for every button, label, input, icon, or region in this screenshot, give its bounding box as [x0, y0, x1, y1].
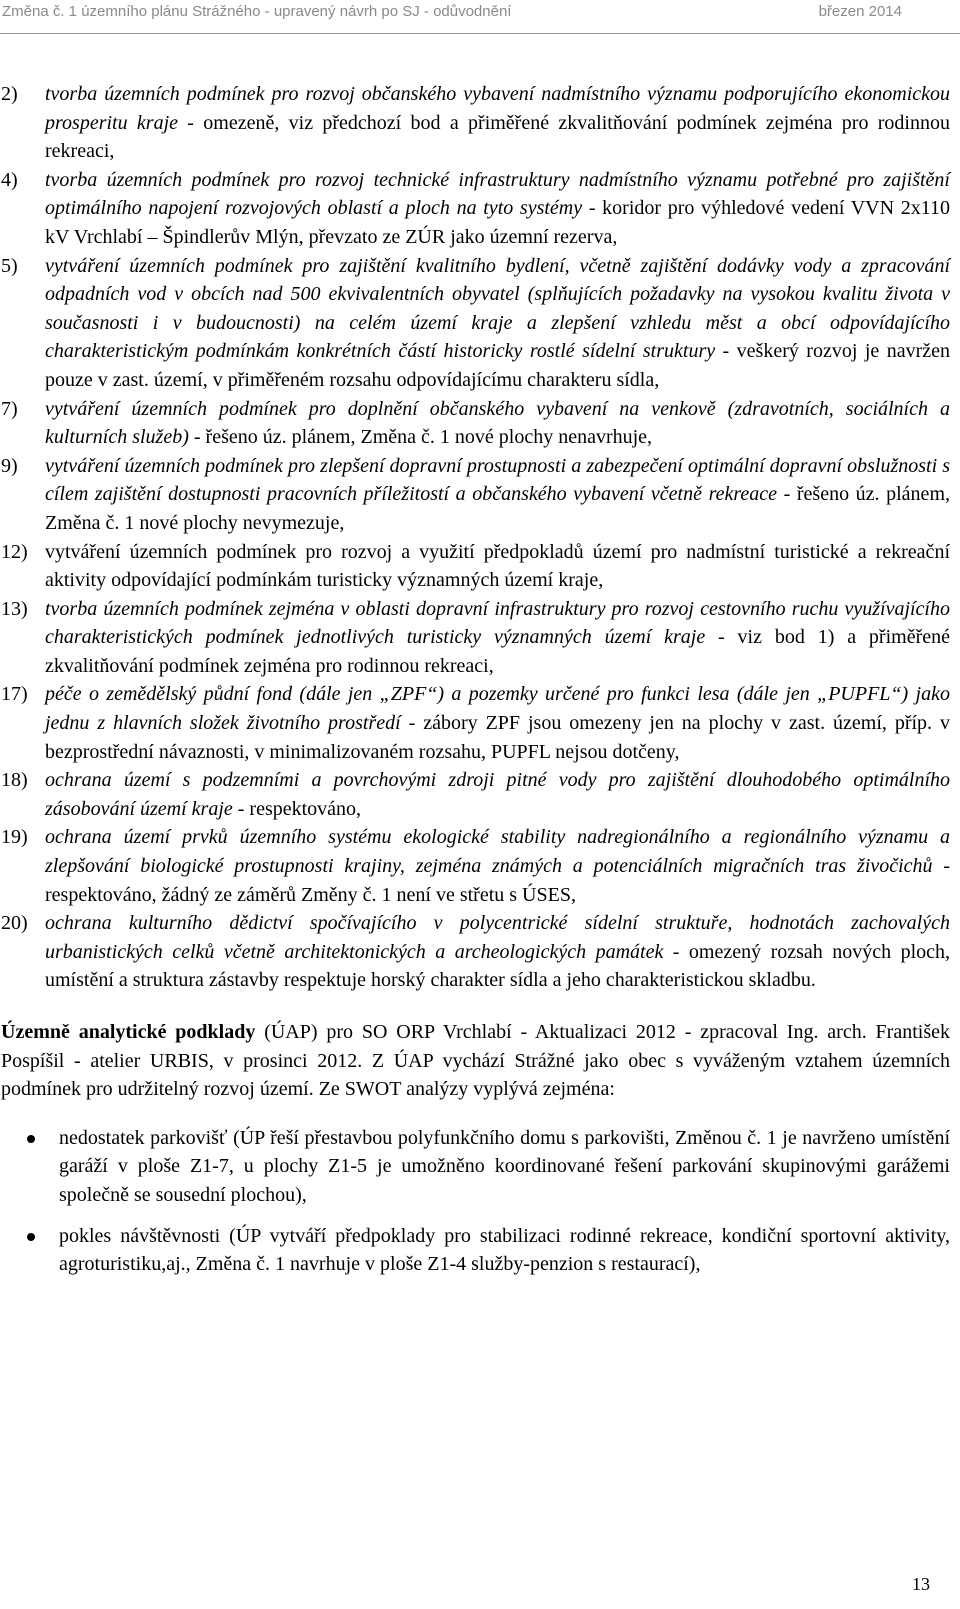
item-number: 13) — [1, 597, 28, 620]
header-title: Změna č. 1 územního plánu Strážného - upravený návrh po SJ - odůvodnění — [2, 3, 512, 20]
item-number: 17) — [1, 683, 28, 706]
item-italic-text: tvorba územních podmínek pro rozvoj technické infrastruktury nadmístního významu potřebné pro zajištění optimálního napojení rozvojových oblastí a ploch na tyto systémy — [45, 168, 950, 220]
item-italic-text: vytváření územních podmínek pro zajištění kvalitního bydlení, včetně zajištění dodávky vody a zpracování odpadních vod v obcích nad 500 ekvivalentních obyvatel (splňujících požadavky na vysokou kvalitu života v současnosti i v budoucnosti) na celém území kraje a zlepšení vzhledu měst a obcí odpovídajícího charakteristickým podmínkám konkrétních částí historicky rostlé sídelní struktury — [45, 254, 950, 363]
page-number: 13 — [912, 1574, 930, 1594]
list-item — [0, 166, 950, 252]
item-number: 9) — [1, 454, 18, 477]
list-item — [0, 80, 950, 166]
list-item — [0, 680, 950, 766]
item-comment: - viz bod 1) a přiměřené zkvalitňování podmínek zejména pro rodinnou rekreaci, — [45, 626, 950, 677]
item-italic-text: ochrana území s podzemními a povrchovými zdroji pitné vody pro zajištění dlouhodobého optimálního zásobování území kraje — [45, 769, 950, 820]
list-item — [0, 909, 950, 995]
bullet-icon — [27, 1135, 35, 1143]
item-italic-text: péče o zemědělský půdní fond (dále jen „ZPF“) a pozemky určené pro funkci lesa (dále jen „PUPFL“) jako jednu z hlavních složek životního prostředí — [45, 683, 950, 735]
item-comment: - omezeně, viz předchozí bod a přiměřené zkvalitňování podmínek zejména pro rodinnou rekreaci, — [45, 111, 950, 163]
bullet-text: pokles návštěvnosti (ÚP vytváří předpoklady pro stabilizaci rodinné rekreace, kondiční sportovní aktivity, agroturistiku,aj., Změna č. 1 navrhuje v ploše Z1-4 služby-penzion s restaurací), — [59, 1224, 950, 1276]
header-date: březen 2014 — [818, 3, 902, 20]
item-number: 2) — [1, 83, 18, 105]
bullet-text: nedostatek parkovišť (ÚP řeší přestavbou polyfunkčního domu s parkovišti, Změnou č. 1 je navrženo umístění garáží v ploše Z1-7, u plochy Z1-5 je umožněno koordinované řešení parkování skupinovými garážemi společně se sousední plochou), — [59, 1126, 950, 1206]
list-item — [0, 252, 950, 395]
item-italic-text: tvorba územních podmínek pro rozvoj občanského vybavení nadmístního významu podporujícího ekonomickou prosperitu kraje — [45, 83, 950, 134]
header-rule — [0, 33, 960, 34]
item-comment: - respektováno, žádný ze záměrů Změny č. 1 není ve střetu s ÚSES, — [45, 855, 950, 906]
swot-list — [0, 1124, 950, 1279]
item-number: 7) — [1, 397, 18, 420]
item-comment: - respektováno, — [232, 797, 362, 820]
item-italic-text: vytváření územních podmínek pro doplnění občanského vybavení na venkově (zdravotních, sociálních a kulturních služeb) — [45, 397, 950, 449]
document-body — [0, 80, 950, 1291]
policy-list — [0, 80, 950, 995]
item-italic-text: ochrana území prvků územního systému ekologické stability nadregionálního a regionálního významu a zlepšování biologické prostupnosti krajiny, zejména známých a potenciálních migračních tras živočichů — [45, 826, 950, 878]
item-italic-text: tvorba územních podmínek zejména v oblasti dopravní infrastruktury pro rozvoj cestovního ruchu využívajícího charakteristických podmínek jednotlivých turisticky významných území kraje — [45, 597, 950, 649]
uap-paragraph — [0, 1018, 950, 1104]
page-header — [0, 0, 960, 22]
list-item — [0, 1124, 950, 1210]
list-item — [0, 1222, 950, 1279]
item-number: 19) — [1, 826, 28, 849]
list-item — [0, 538, 950, 595]
item-comment: - omezený rozsah nových ploch, umístění a struktura zástavby respektuje horský charakter sídla a jeho charakteristickou skladbu. — [45, 940, 951, 992]
item-comment: - řešeno úz. plánem, Změna č. 1 nové plochy nevymezuje, — [45, 483, 950, 534]
item-number: 12) — [1, 540, 28, 563]
bullet-icon — [27, 1233, 35, 1241]
item-comment: - koridor pro výhledové vedení VVN 2x110 kV Vrchlabí – Špindlerův Mlýn, převzato ze ZÚR jako územní rezerva, — [45, 197, 951, 248]
list-item — [0, 766, 950, 823]
item-number: 18) — [1, 769, 28, 792]
list-item — [0, 823, 950, 909]
item-number: 5) — [1, 254, 18, 277]
item-number: 4) — [1, 168, 18, 191]
item-comment: vytváření územních podmínek pro rozvoj a využití předpokladů území pro nadmístní turistické a rekreační aktivity odpovídající podmínkám turisticky významných území kraje, — [45, 540, 950, 592]
item-number: 20) — [1, 912, 28, 935]
uap-heading: Územně analytické podklady — [1, 1021, 256, 1043]
list-item — [0, 452, 950, 538]
list-item — [0, 595, 950, 681]
item-italic-text: ochrana kulturního dědictví spočívajícího v polycentrické sídelní struktuře, hodnotách zachovalých urbanistických celků včetně architektonických a archeologických památek — [45, 912, 950, 963]
item-comment: - řešeno úz. plánem, Změna č. 1 nové plochy nenavrhuje, — [188, 426, 653, 449]
item-italic-text: vytváření územních podmínek pro zlepšení dopravní prostupnosti a zabezpečení optimální dopravní obslužnosti s cílem zajištění dostupnosti pracovních příležitostí a občanského vybavení včetně rekreace — [45, 454, 950, 506]
item-comment: - zábory ZPF jsou omezeny jen na plochy v zast. území, příp. v bezprostřední návaznosti, v minimalizovaném rozsahu, PUPFL nejsou dotčeny, — [45, 712, 950, 763]
uap-text: (ÚAP) pro SO ORP Vrchlabí - Aktualizaci 2012 - zpracoval Ing. arch. František Pospíšil - atelier URBIS, v prosinci 2012. Z ÚAP vychází Strážné jako obec s vyváženým vztahem územních podmínek pro udržitelný rozvoj území. Ze SWOT analýzy vyplývá zejména: — [1, 1021, 950, 1101]
item-comment: - veškerý rozvoj je navržen pouze v zast. území, v přiměřeném rozsahu odpovídajícímu charakteru sídla, — [45, 340, 950, 391]
list-item — [0, 395, 950, 452]
